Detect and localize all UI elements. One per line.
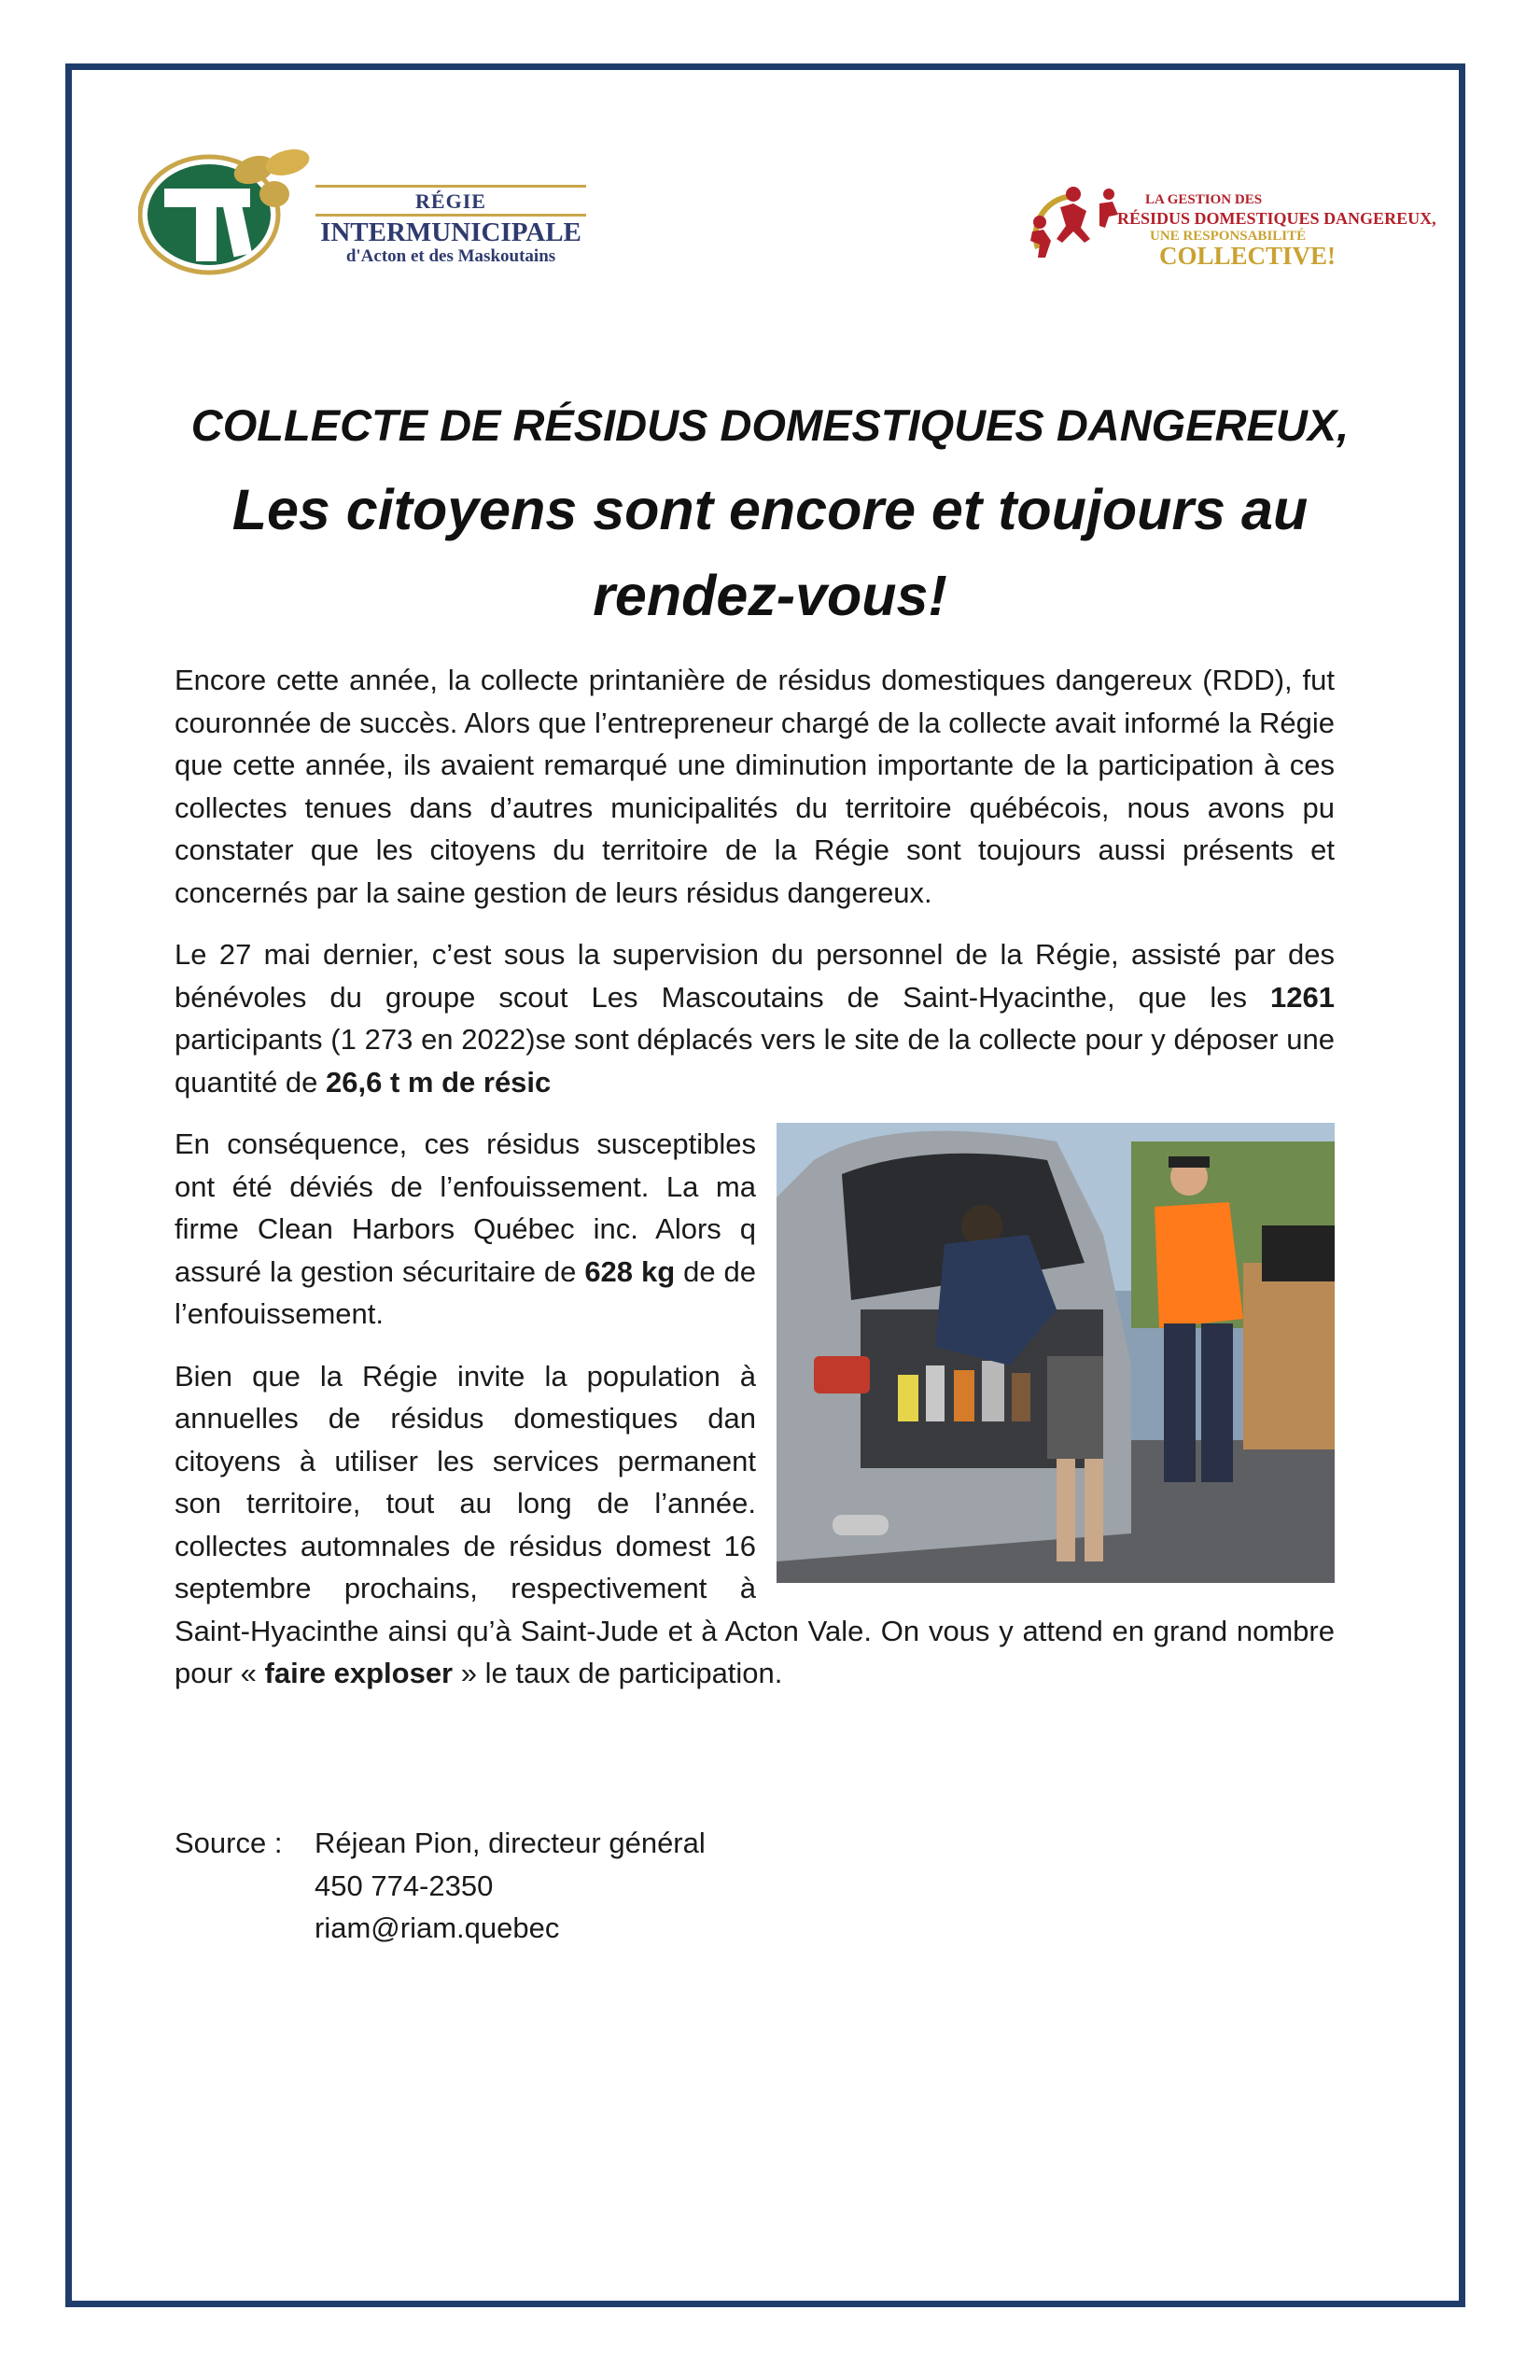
participants-count: 1261 — [1270, 980, 1335, 1014]
source-phone: 450 774-2350 — [315, 1869, 494, 1902]
logo-line-1: LA GESTION DES — [1145, 192, 1263, 207]
logo-line-3: UNE RESPONSABILITÉ — [1150, 229, 1307, 244]
collection-photo — [777, 1123, 1335, 1583]
paragraph-3: En conséquence, ces résidus susceptibles ont été déviés de l’enfouissement. La ma firme Clean Harbors Québec inc. Alors q assuré la gestion sécuritaire de 628 kg de de l’enfouissement. — [175, 1127, 756, 1330]
paragraph-2: Le 27 mai dernier, c’est sous la supervision du personnel de la Régie, assisté par des bénévoles du groupe scout Les Mascoutains de Saint-Hyacinthe, que les 1261 participants (1 273 en 2022)se sont déplacés vers le site de la collecte pour y déposer une quantité de 26,6 t m de résic — [175, 938, 1335, 1099]
managed-weight: 628 kg — [584, 1254, 676, 1288]
article-kicker: COLLECTE DE RÉSIDUS DOMESTIQUES DANGEREUX, — [190, 400, 1350, 450]
logo-line-2: RÉSIDUS DOMESTIQUES DANGEREUX, — [1117, 209, 1436, 228]
source-label: Source : — [175, 1827, 283, 1859]
paragraph-4: Bien que la Régie invite la population à annuelles de résidus domestiques dan citoyens à utiliser les services permanent son territoire, tout au long de l’année. collectes automnales de résidus domest 16 septembre prochains, respectivement à Saint-Hyacinthe ainsi qu’à Saint-Jude et à Acton Vale. On vous y attend en grand nombre pour « faire exploser » le taux de participation. — [175, 1359, 1335, 1689]
paragraph-1: Encore cette année, la collecte printanière de résidus domestiques dangereux (RDD), fut couronnée de succès. Alors que l’entrepreneur chargé de la collecte avait informé la Régie que cette année, ils avaient remarqué une diminution importante de la participation à ces collectes tenues dans d’autres municipalités du territoire québécois, nous avons pu constater que les citoyens du territoire de la Régie sont toujours aussi présents et concernés par la saine gestion de leurs résidus dangereux. — [175, 664, 1335, 909]
emphasis-phrase: faire exploser — [264, 1657, 454, 1689]
riam-wordmark — [315, 185, 586, 267]
riam-emblem-icon — [138, 147, 315, 278]
rdd-campaign-logo — [1019, 183, 1436, 286]
source-email[interactable]: riam@riam.quebec — [315, 1911, 560, 1944]
source-name: Réjean Pion, directeur général — [315, 1827, 706, 1859]
people-circle-icon — [1019, 183, 1122, 276]
logo-acton-text: d'Acton et des Maskoutains — [345, 246, 556, 266]
quantity-value: 26,6 t m de résic — [326, 1065, 552, 1099]
logo-intermunicipale-text: INTERMUNICIPALE — [320, 217, 581, 247]
logo-line-4: COLLECTIVE! — [1159, 242, 1337, 270]
riam-logo — [138, 147, 586, 278]
article-body — [175, 659, 1335, 1715]
article-headline: Les citoyens sont encore et toujours au rendez-vous! — [231, 478, 1309, 627]
logo-regie-text: RÉGIE — [415, 189, 486, 213]
